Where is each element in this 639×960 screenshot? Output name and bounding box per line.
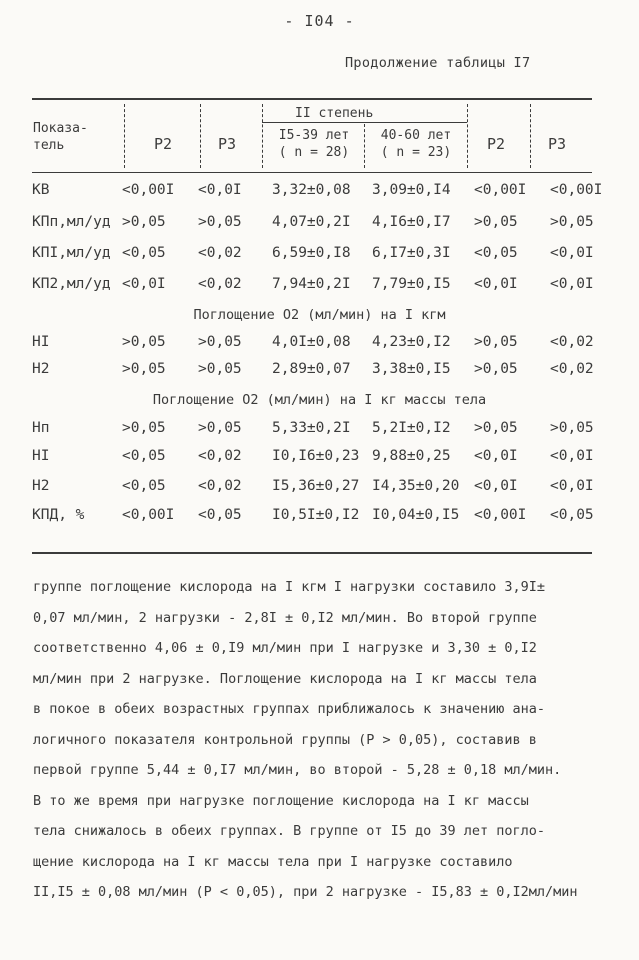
cell-value-age2: 4,I6±0,I7 [372,214,451,230]
cell-p3-right: >0,05 [550,420,594,436]
cell-value-age2: 9,88±0,25 [372,448,451,464]
row-label: КПп,мл/уд [32,214,111,230]
cell-p2-right: <0,0I [474,448,518,464]
header-divider [467,104,468,168]
cell-p3: <0,02 [198,478,242,494]
header-age2 [370,127,462,161]
header-divider [124,104,125,168]
cell-value-age1: 3,32±0,08 [272,182,351,198]
cell-p3-right: <0,00I [550,182,603,198]
header-p3-left: P3 [218,135,237,153]
header-p2-right: P2 [487,135,506,153]
cell-p3: <0,02 [198,276,242,292]
table-row [32,276,592,302]
cell-p3: >0,05 [198,361,242,377]
cell-value-age2: 3,38±0,I5 [372,361,451,377]
cell-value-age2: 5,2I±0,I2 [372,420,451,436]
cell-p3-right: <0,0I [550,448,594,464]
cell-p3-right: <0,0I [550,245,594,261]
cell-value-age1: I0,5I±0,I2 [272,507,360,523]
cell-p2: <0,00I [122,182,175,198]
cell-p2-right: <0,0I [474,276,518,292]
cell-p2: <0,05 [122,478,166,494]
cell-p2-right: >0,05 [474,420,518,436]
cell-p3: <0,02 [198,245,242,261]
cell-p2-right: <0,0I [474,478,518,494]
cell-p3: <0,05 [198,507,242,523]
cell-p2: >0,05 [122,420,166,436]
table-row [32,420,592,446]
cell-p3-right: >0,05 [550,214,594,230]
cell-p2: <0,00I [122,507,175,523]
header-degree: II степень [295,106,374,121]
paragraph-line: II,I5 ± 0,08 мл/мин (P < 0,05), при 2 нагрузке - I5,83 ± 0,I2мл/мин [33,884,578,900]
cell-p3-right: <0,05 [550,507,594,523]
paragraph-line: 0,07 мл/мин, 2 нагрузки - 2,8I ± 0,I2 мл/мин. Во второй группе [33,609,537,626]
header-age1 [268,127,360,161]
body-paragraph [33,572,613,908]
paragraph-line: щение кислорода на I кг массы тела при I нагрузке составило [33,853,513,870]
cell-value-age1: I0,I6±0,23 [272,448,360,464]
row-label: HI [32,448,50,464]
row-label: КП2,мл/уд [32,276,111,292]
cell-value-age1: 6,59±0,I8 [272,245,351,261]
header-age1-line2: ( n = 28) [278,145,350,160]
table-top-rule [32,98,592,100]
cell-value-age2: I4,35±0,20 [372,478,460,494]
table-row [32,334,592,360]
row-label: КПI,мл/уд [32,245,111,261]
table-row [32,507,592,533]
table-row [32,478,592,504]
cell-p3-right: <0,0I [550,276,594,292]
cell-value-age2: 4,23±0,I2 [372,334,451,350]
header-divider [262,104,263,168]
cell-value-age1: 4,0I±0,08 [272,334,351,350]
header-divider [530,104,531,168]
row-label: H2 [32,478,50,494]
paragraph-line: тела снижалось в обеих группах. В группе от I5 до 39 лет погло- [33,823,546,839]
row-label: HI [32,334,50,350]
cell-value-age1: I5,36±0,27 [272,478,360,494]
table-row [32,361,592,387]
cell-p3-right: <0,02 [550,361,594,377]
header-age1-line1: I5-39 лет [278,128,350,143]
cell-p3-right: <0,0I [550,478,594,494]
section-title-per-kgm: Поглощение O2 (мл/мин) на I кгм [193,307,446,323]
row-label: Hп [32,420,50,436]
section-title-per-kg-body: Поглощение O2 (мл/мин) на I кг массы тела [152,392,487,408]
cell-p2-right: <0,00I [474,507,527,523]
header-indicator-line2: тель [33,138,65,153]
cell-p3: >0,05 [198,420,242,436]
cell-value-age1: 2,89±0,07 [272,361,351,377]
table-bottom-rule [32,552,592,554]
paragraph-line: мл/мин при 2 нагрузке. Поглощение кислорода на I кг массы тела [33,670,537,687]
table-caption: Продолжение таблицы I7 [345,55,531,71]
table-header-rule [32,172,592,173]
cell-p2-right: >0,05 [474,361,518,377]
paragraph-line: соответственно 4,06 ± 0,I9 мл/мин при I нагрузке и 3,30 ± 0,I2 [33,640,537,656]
header-divider [364,124,365,168]
table-row [32,448,592,474]
header-divider [200,104,201,168]
cell-p2: >0,05 [122,361,166,377]
cell-p2: >0,05 [122,334,166,350]
header-p3-right: P3 [548,135,567,153]
header-indicator [33,120,88,154]
table-row [32,182,603,208]
cell-value-age2: 6,I7±0,3I [372,245,451,261]
cell-p2-right: <0,05 [474,245,518,261]
header-degree-underline [262,122,467,123]
row-label: КВ [32,182,50,198]
cell-value-age2: 3,09±0,I4 [372,182,451,198]
cell-value-age2: I0,04±0,I5 [372,507,460,523]
cell-p2-right: >0,05 [474,214,518,230]
cell-p2-right: >0,05 [474,334,518,350]
cell-p2: <0,0I [122,276,166,292]
table-row [32,245,592,271]
header-age2-line1: 40-60 лет [380,128,452,143]
row-label: КПД, % [32,507,85,523]
header-indicator-line1: Показа- [33,121,88,136]
table-row [32,214,592,240]
cell-p2-right: <0,00I [474,182,527,198]
header-age2-line2: ( n = 23) [380,145,452,160]
cell-value-age1: 7,94±0,2I [272,276,351,292]
paragraph-line: первой группе 5,44 ± 0,I7 мл/мин, во второй - 5,28 ± 0,18 мл/мин. [33,762,562,778]
paragraph-line: в покое в обеих возрастных группах приближалось к значению ана- [33,701,546,717]
cell-p3: >0,05 [198,214,242,230]
cell-p2: <0,05 [122,245,166,261]
cell-p2: >0,05 [122,214,166,230]
cell-p3: <0,02 [198,448,242,464]
page-number: - I04 - [284,12,355,30]
cell-value-age2: 7,79±0,I5 [372,276,451,292]
cell-value-age1: 5,33±0,2I [272,420,351,436]
cell-value-age1: 4,07±0,2I [272,214,351,230]
paragraph-line: логичного показателя контрольной группы (P > 0,05), составив в [33,731,537,748]
cell-p2: <0,05 [122,448,166,464]
cell-p3: <0,0I [198,182,242,198]
cell-p3: >0,05 [198,334,242,350]
paragraph-line: В то же время при нагрузке поглощение кислорода на I кг массы [33,792,529,809]
cell-p3-right: <0,02 [550,334,594,350]
header-p2-left: P2 [154,135,173,153]
row-label: H2 [32,361,50,377]
paragraph-line: группе поглощение кислорода на I кгм I нагрузки составило 3,9I± [33,579,546,595]
